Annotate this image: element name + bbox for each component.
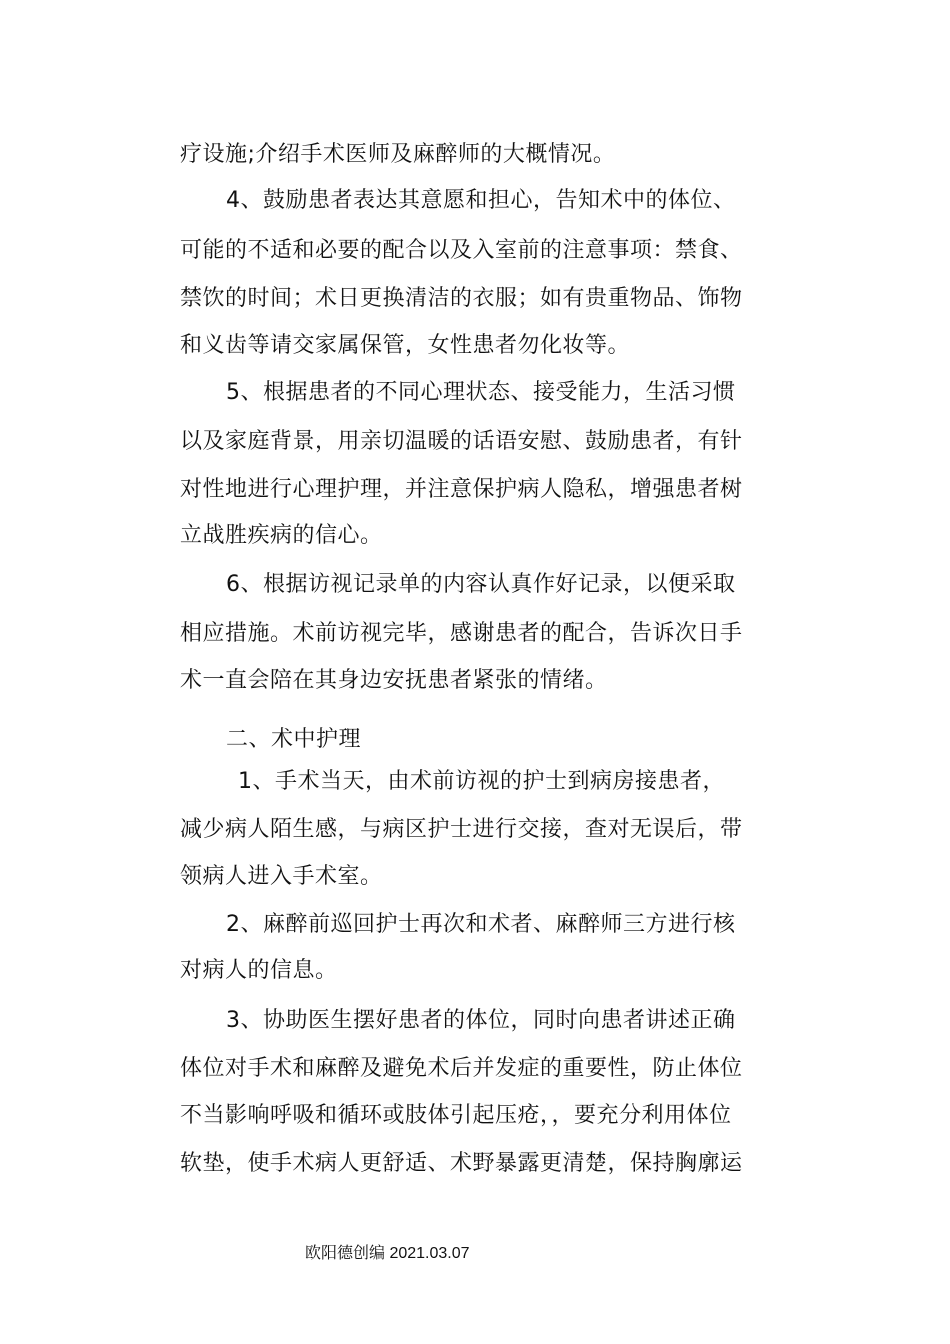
text-line: 禁饮的时间；术日更换清洁的衣服；如有贵重物品、饰物 (180, 286, 743, 311)
text-line: 减少病人陌生感，与病区护士进行交接，查对无误后，带 (180, 817, 743, 842)
text-line: 和义齿等请交家属保管，女性患者勿化妆等。 (180, 333, 631, 358)
text-line: 体位对手术和麻醉及避免术后并发症的重要性，防止体位 (180, 1056, 743, 1081)
text-line: 立战胜疾病的信心。 (180, 523, 383, 548)
page-footer: 欧阳德创编 2021.03.07 (305, 1245, 470, 1262)
text-line: 领病人进入手术室。 (180, 864, 383, 889)
text-line: 软垫，使手术病人更舒适、术野暴露更清楚，保持胸廓运 (180, 1151, 743, 1176)
text-line: 相应措施。术前访视完毕，感谢患者的配合，告诉次日手 (180, 621, 743, 646)
text-line: 疗设施;介绍手术医师及麻醉师的大概情况。 (180, 142, 616, 167)
text-line: 对性地进行心理护理，并注意保护病人隐私，增强患者树 (180, 477, 743, 502)
text-line: 以及家庭背景，用亲切温暖的话语安慰、鼓励患者，有针 (180, 429, 743, 454)
text-line: 1、手术当天，由术前访视的护士到病房接患者， (238, 769, 725, 794)
section-heading: 二、术中护理 (226, 727, 362, 752)
text-line: 术一直会陪在其身边安抚患者紧张的情绪。 (180, 668, 608, 693)
text-line: 对病人的信息。 (180, 958, 338, 983)
text-line: 2、麻醉前巡回护士再次和术者、麻醉师三方进行核 (226, 912, 736, 937)
text-line: 不当影响呼吸和循环或肢体引起压疮，，要充分利用体位 (180, 1103, 732, 1128)
text-line: 4、鼓励患者表达其意愿和担心，告知术中的体位、 (226, 188, 736, 213)
text-line: 3、协助医生摆好患者的体位，同时向患者讲述正确 (226, 1008, 736, 1033)
text-line: 可能的不适和必要的配合以及入室前的注意事项：禁食、 (180, 238, 743, 263)
text-line: 6、根据访视记录单的内容认真作好记录，以便采取 (226, 572, 736, 597)
text-line: 5、根据患者的不同心理状态、接受能力，生活习惯 (226, 380, 736, 405)
